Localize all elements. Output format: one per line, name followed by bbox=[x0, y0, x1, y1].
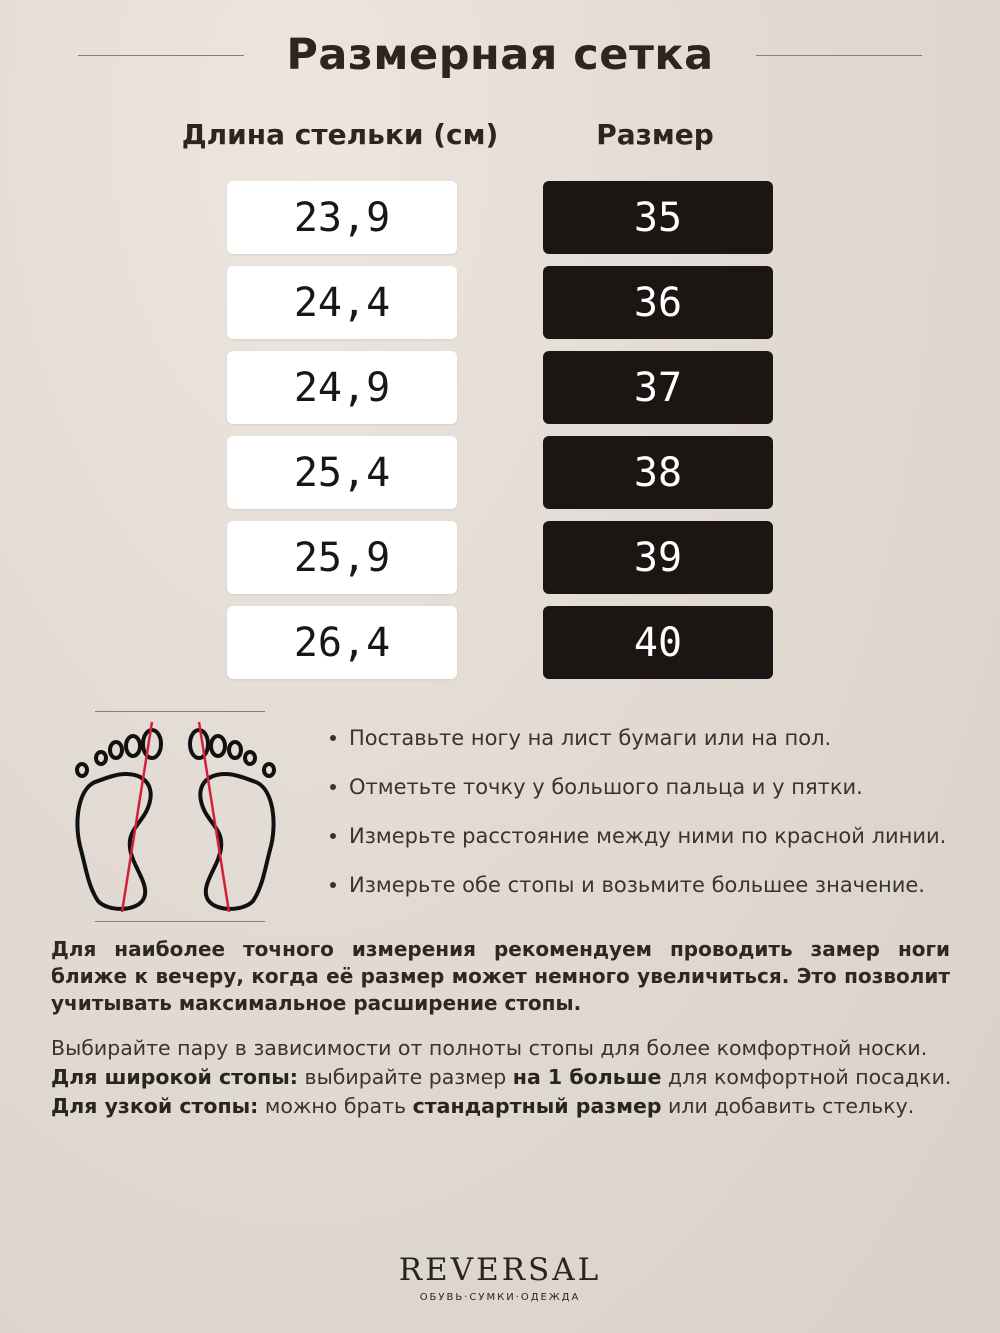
wide-emphasis: на 1 больше bbox=[512, 1065, 662, 1089]
size-cell: 40 bbox=[543, 606, 773, 679]
foot-outline-icon bbox=[68, 716, 283, 916]
list-item: Измерьте расстояние между ними по красной линии. bbox=[328, 818, 968, 867]
brand-logo: REVERSAL bbox=[398, 1252, 602, 1288]
advice-narrow bbox=[51, 1092, 971, 1121]
feet-divider-top bbox=[95, 711, 265, 712]
column-header-size: Размер bbox=[596, 118, 714, 151]
list-item: Поставьте ногу на лист бумаги или на пол. bbox=[328, 720, 968, 769]
size-cell: 39 bbox=[543, 521, 773, 594]
list-item: Отметьте точку у большого пальца и у пятки. bbox=[328, 769, 968, 818]
list-item: Измерьте обе стопы и возьмите большее значение. bbox=[328, 867, 968, 916]
advice-intro: Выбирайте пару в зависимости от полноты стопы для более комфортной носки. bbox=[51, 1036, 928, 1060]
narrow-text-end: или добавить стельку. bbox=[661, 1094, 915, 1118]
fit-advice bbox=[51, 1034, 971, 1121]
narrow-text: можно брать bbox=[258, 1094, 413, 1118]
brand-tagline: ОБУВЬ·СУМКИ·ОДЕЖДА bbox=[419, 1292, 581, 1303]
wide-text: выбирайте размер bbox=[297, 1065, 513, 1089]
measurement-note: Для наиболее точного измерения рекомендуем проводить замер ноги ближе к вечеру, когда её размер может немного увеличиться. Это позволит учитывать максимальное расширение стопы. bbox=[51, 937, 950, 1015]
size-cell: 36 bbox=[543, 266, 773, 339]
narrow-label: Для узкой стопы: bbox=[51, 1094, 259, 1118]
size-cell: 38 bbox=[543, 436, 773, 509]
length-cell: 24,9 bbox=[227, 351, 457, 424]
length-cell: 25,4 bbox=[227, 436, 457, 509]
size-cell: 37 bbox=[543, 351, 773, 424]
wide-label: Для широкой стопы: bbox=[51, 1065, 298, 1089]
instruction-list bbox=[328, 720, 968, 916]
advice-wide bbox=[51, 1063, 971, 1092]
title-divider-right bbox=[756, 55, 922, 56]
length-cell: 26,4 bbox=[227, 606, 457, 679]
length-cell: 23,9 bbox=[227, 181, 457, 254]
page-title: Размерная сетка bbox=[286, 30, 714, 80]
wide-text-end: для комфортной посадки. bbox=[661, 1065, 952, 1089]
narrow-emphasis: стандартный размер bbox=[412, 1094, 662, 1118]
column-header-length: Длина стельки (см) bbox=[181, 118, 499, 151]
length-cell: 25,9 bbox=[227, 521, 457, 594]
length-cell: 24,4 bbox=[227, 266, 457, 339]
feet-divider-bottom bbox=[95, 921, 265, 922]
size-cell: 35 bbox=[543, 181, 773, 254]
